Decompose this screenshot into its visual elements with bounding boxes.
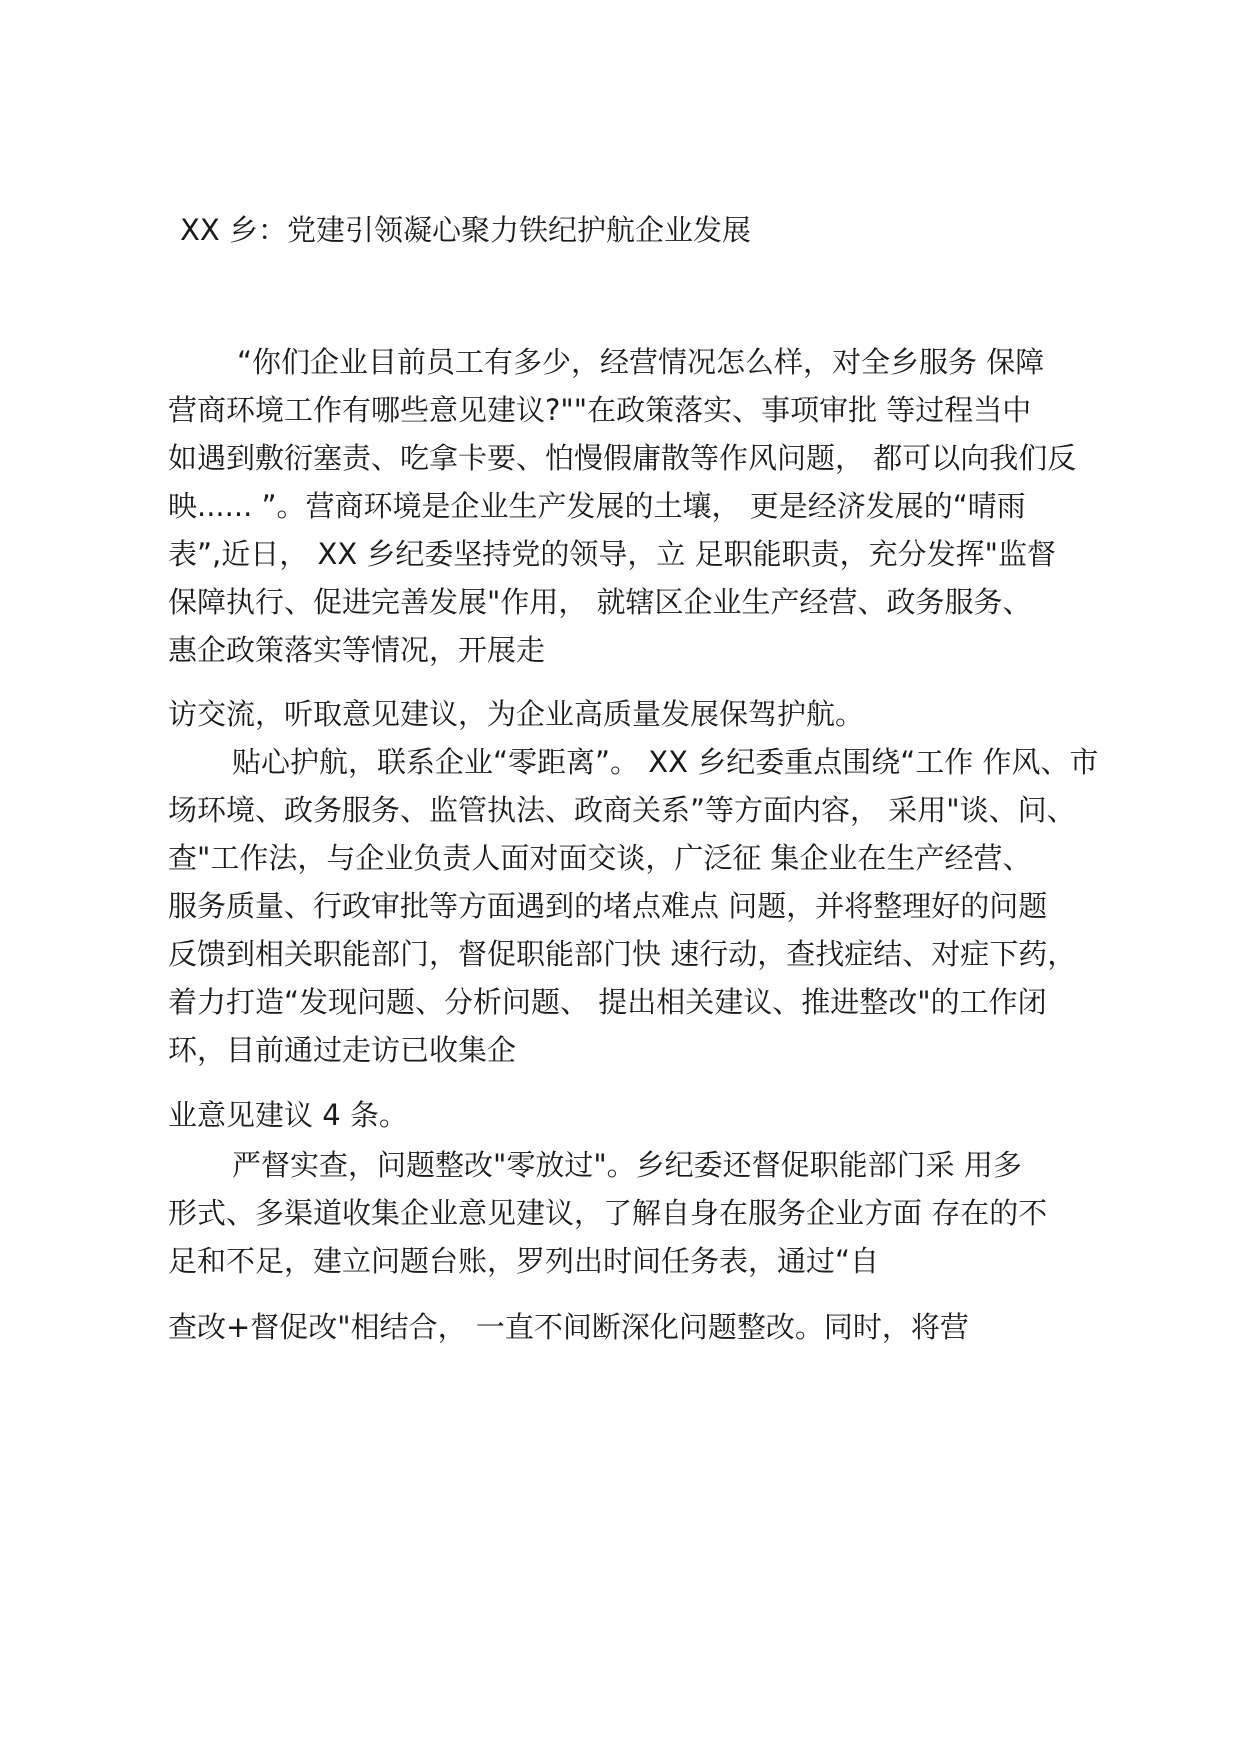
paragraph-line: 业意见建议 4 条。: [168, 1098, 408, 1132]
paragraph-line: 贴心护航，联系企业“零距离”。 XX 乡纪委重点围绕“工作 作风、市: [232, 745, 1099, 779]
paragraph-line: 反馈到相关职能部门，督促职能部门快 速行动，查找症结、对症下药，: [168, 937, 1077, 971]
paragraph-line: 查"工作法，与企业负责人面对面交谈，广泛征 集企业在生产经营、: [168, 841, 1032, 875]
paragraph-line: 严督实查，问题整改"零放过"。乡纪委还督促职能部门采 用多: [232, 1148, 1022, 1182]
paragraph-line: 形式、多渠道收集企业意见建议，了解自身在服务企业方面 存在的不: [168, 1196, 1048, 1230]
paragraph-line: 足和不足，建立问题台账，罗列出时间任务表，通过“自: [168, 1244, 880, 1278]
paragraph-line: 环，目前通过走访已收集企: [168, 1033, 517, 1067]
paragraph-line: 惠企政策落实等情况，开展走: [168, 633, 546, 667]
paragraph-line: 营商环境工作有哪些意见建议?""在政策落实、事项审批 等过程当中: [168, 393, 1032, 427]
paragraph-line: “你们企业目前员工有多少，经营情况怎么样，对全乡服务 保障: [237, 345, 1045, 379]
paragraph-line: 保障执行、促进完善发展"作用， 就辖区企业生产经营、政务服务、: [168, 585, 1032, 619]
paragraph-line: 映...... ”。营商环境是企业生产发展的土壤， 更是经济发展的“晴雨: [168, 489, 1026, 523]
paragraph-line: 表”,近日， XX 乡纪委坚持党的领导，立 足职能职责，充分发挥"监督: [168, 537, 1056, 571]
paragraph-line: 着力打造“发现问题、分析问题、 提出相关建议、推进整改"的工作闭: [168, 985, 1047, 1019]
paragraph-line: 访交流，听取意见建议，为企业高质量发展保驾护航。: [168, 697, 865, 731]
paragraph-line: 如遇到敷衍塞责、吃拿卡要、怕慢假庸散等作风问题， 都可以向我们反: [168, 441, 1077, 475]
paragraph-line: 服务质量、行政审批等方面遇到的堵点难点 问题，并将整理好的问题: [168, 889, 1048, 923]
paragraph-line: 查改+督促改"相结合， 一直不间断深化问题整改。同时，将营: [168, 1310, 969, 1344]
paragraph-line: 场环境、政务服务、监管执法、政商关系”等方面内容， 采用"谈、问、: [168, 793, 1076, 827]
document-title: XX 乡：党建引领凝心聚力铁纪护航企业发展: [180, 213, 751, 247]
